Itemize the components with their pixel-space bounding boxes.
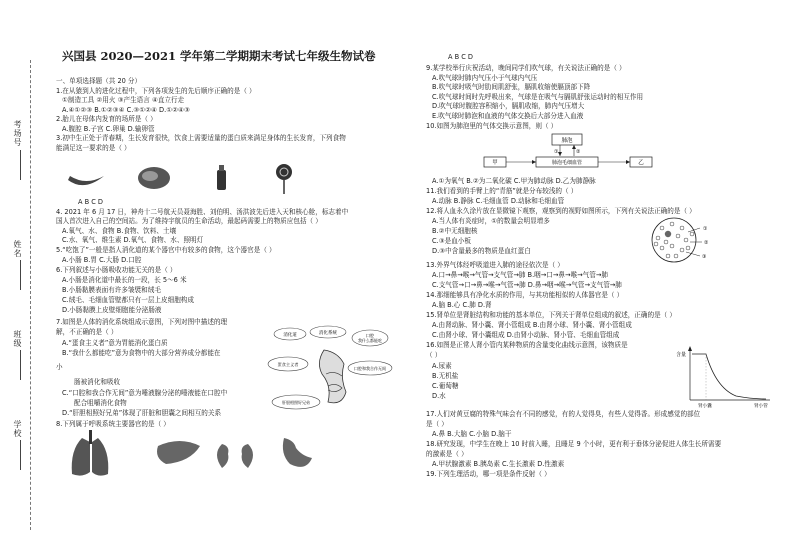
question-text-line: A.小肠是消化道中最长的一段，长 5～6 米 (62, 276, 187, 284)
bubble-text: 蛋食主义者 (277, 362, 299, 367)
question-text-line: B.“我什么都能吃”意为食物中的大部分营养成分都能在 (62, 349, 221, 357)
question-text-line: C.支气管→口→鼻→喉→气管→肺 D.鼻→咽→喉→气管→支气管→肺 (432, 281, 622, 289)
red-blood-cell (670, 222, 674, 226)
question-text-line: D.吹气球时腹腔容积缩小，膈肌收缩，肺内气压增大 (432, 102, 585, 110)
arrow-label-2: ② (576, 149, 581, 155)
q7-digestive-diagram (258, 322, 394, 420)
red-blood-cell (680, 226, 684, 230)
question-text-line: D.小肠黏膜上皮壁细胞能分泌肠液 (62, 306, 162, 314)
binding-label-school: 学校 (13, 420, 22, 438)
question-text-line: A.脑 B.心 C.肺 D.肾 (432, 301, 492, 309)
x-label-start: 肾小囊 (698, 404, 712, 409)
cell-label-3: ③ (702, 254, 707, 260)
concentration-curve (692, 354, 766, 399)
red-blood-cell (656, 236, 660, 240)
question-text-line: A.吹气球时肺内气压小于气球内气压 (432, 74, 538, 82)
binding-label-name: 姓名 (13, 240, 22, 258)
white-blood-cell (665, 231, 671, 237)
question-text-line: A.动脉 B.静脉 C.毛细血管 D.动脉和毛细血管 (432, 197, 565, 205)
x-label-end: 肾小管 (754, 404, 768, 409)
kidney-image (217, 444, 253, 468)
question-text-line: C.葡萄糖 (432, 382, 459, 390)
question-text-line: 14.那细能够具有净化水质的作用，与其功能相似的人体器官是（ ） (426, 291, 624, 299)
question-text-line: A.由肾动脉、肾小囊、肾小管组成 B.由肾小球、肾小囊、肾小管组成 (432, 321, 632, 329)
binding-blank-line (20, 350, 21, 380)
question-text-line: A B C D (448, 53, 474, 61)
binding-blank-line (20, 150, 21, 180)
question-text-line: 肠被消化和吸收 (74, 378, 121, 386)
question-text-line: A.尿素 (432, 362, 452, 370)
banana-image (68, 176, 104, 185)
red-blood-cell (686, 246, 690, 250)
question-text-line: 能满足这一要求的是（ ） (56, 144, 131, 152)
question-text-line: B.②中无细胞核 (432, 227, 478, 235)
digestive-organs-shape (319, 350, 346, 403)
question-text-line: 配合咀嚼消化食物 (74, 399, 127, 407)
arrow-label-1: ① (554, 149, 559, 155)
binding-label-exam-room: 考场号 (13, 120, 22, 147)
question-text-line: D.“肝胆相照好兄弟”体现了肝脏和胆囊之间相互的关系 (62, 409, 222, 417)
question-text-line: 5.“吃饱了”一般是指人消化道的某个器官中有较多的食物，这个器官是（ ） (56, 246, 276, 254)
red-blood-cell (670, 244, 674, 248)
question-text-line: 19.下列生理活动，哪一项是条件反射（ ） (426, 470, 551, 478)
question-text-line: 11.我们看到的手臂上的“青筋”就是分布较浅的（ ） (426, 187, 578, 195)
bubble-text: 我什么都能吃 (358, 338, 382, 343)
question-text-line: 解，不正确的是（ ） (56, 328, 118, 336)
cell-label-1: ① (703, 226, 708, 232)
binding-label-class: 班级 (13, 330, 22, 348)
question-text-line: C.“口腔和我合作无间”意为唾液腺分泌的唾液能在口腔中 (62, 389, 228, 397)
question-text-line: 8.下列属于呼吸系统主要器官的是（ ） (56, 420, 170, 428)
question-text-line: A.④①②③ B.①②③④ C.③①②④ D.①②④③ (62, 106, 190, 114)
question-text-line: 10.如图为肺泡里的气体交换示意图，则（ ） (426, 122, 558, 130)
question-text-line: 的激素是（ ） (426, 450, 468, 458)
question-text-line: 7.如图是人体的消化系统组成示意图，下列对图中描述的理 (56, 318, 228, 326)
binding-dashed-line (30, 60, 31, 530)
q8-organ-images (62, 428, 312, 484)
question-text-line: C.由肾小球、肾小囊组成 D.由肾小动脉、肾小管、毛细血管组成 (432, 331, 620, 339)
red-blood-cell (666, 254, 670, 258)
red-blood-cell (684, 238, 688, 242)
meat-image (138, 167, 170, 189)
q10-gas-exchange-diagram (480, 130, 660, 176)
question-text-line: A.鼻 B.大脑 C.小脑 D.脑干 (432, 430, 512, 438)
lollipop-image (276, 164, 292, 194)
red-blood-cell (680, 248, 684, 252)
question-text-line: C.绒毛、毛细血管壁都只有一层上皮细胞构成 (62, 296, 194, 304)
question-text-line: 4. 2021 年 6 月 17 日，神舟十二号航天员聂海胜、刘伯明、汤洪波先后进入天和核心舱，标志着中 (56, 208, 349, 216)
red-blood-cell (660, 226, 664, 230)
alveolus-label: 肺泡 (561, 138, 573, 144)
binding-blank-line (20, 440, 21, 470)
question-text-line: A B C D (78, 198, 104, 206)
vessel-label-left: 甲 (492, 160, 498, 166)
vessel-label-right: 乙 (638, 160, 644, 166)
question-text-line: A.口→鼻→喉→气管→支气管→肺 B.咽→口→鼻→喉→气管→肺 (432, 271, 608, 279)
red-blood-cell (690, 232, 694, 236)
y-axis-label: 含量 (676, 352, 687, 358)
q12-blood-smear-diagram (648, 214, 718, 264)
binding-blank-line (20, 260, 21, 290)
red-blood-cell (664, 240, 668, 244)
liver-image (157, 441, 200, 464)
stomach-image (283, 438, 312, 467)
question-text-line: 是（ ） (426, 420, 448, 428)
question-text-line: 17.人们对黄豆腐的特殊气味会有不同的感觉，有的人觉得臭，有些人觉得香。形成感觉的部位 (426, 410, 701, 418)
question-text-line: D.水 (432, 392, 446, 400)
question-text-line: 15.肾单位是肾脏结构和功能的基本单位，下列关于肾单位组成的叙述，正确的是（ ） (426, 311, 676, 319)
lung-image (72, 430, 109, 476)
question-text-line: B.无机盐 (432, 372, 459, 380)
question-text-line: 6.下列叙述与小肠吸收功能无关的是（ ） (56, 266, 177, 274)
question-text-line: C.吹气球时间时先呼吸出来，气球是在吸气与膈肌舒张运动时的相互作用 (432, 93, 644, 101)
question-text-line: 一、单项选择题（共 20 分） (56, 77, 142, 85)
question-text-line: （ ） (426, 351, 442, 359)
question-text-line: A.“蛋食主义者”意为胃能消化蛋白质 (62, 339, 168, 347)
question-text-line: 18.研究发现，中学生在晚上 10 时前入睡，且睡足 9 个小时，更有利于垂体分泌促进人体生长所需要 (426, 440, 722, 448)
binding-strip (0, 0, 44, 550)
question-text-line: ①制造工具 ②用火 ③产生语言 ④直立行走 (62, 96, 185, 104)
bubble-text: 口腔和我合作无间 (354, 366, 386, 371)
question-text-line: 国人首次进入自己的空间站。为了维持宇航员的生命活动，最起码需要上的物质应包括（ ） (56, 217, 322, 225)
red-blood-cell (660, 246, 664, 250)
bubble-text: 肝胆相照好兄弟 (282, 400, 310, 405)
question-text-line: A.①为氧气 B.②为二氧化碳 C.甲为肺动脉 D.乙为肺静脉 (432, 177, 596, 185)
question-text-line: B.小肠黏膜表面有许多皱襞和绒毛 (62, 286, 161, 294)
question-text-line: A.氧气、水、食物 B.食物、饮料、土壤 (62, 227, 177, 235)
red-blood-cell (674, 254, 678, 258)
question-text-line: D.③中含量最多的物质是血红蛋白 (432, 247, 531, 255)
bottle-image (217, 165, 226, 190)
question-text-line: 2.胎儿在母体内发育的场所是（ ） (56, 115, 157, 123)
question-text-line: C.③是血小板 (432, 237, 471, 245)
question-text-line: 9.某学校举行庆祝活动，晚间同学们吹气球，有关说法正确的是（ ） (426, 64, 626, 72)
question-text-line: C.水、氧气、维生素 D.氧气、食物、水、照明灯 (62, 236, 204, 244)
exam-title: 兴国县 2020—2021 学年第二学期期末考试七年级生物试卷 (62, 49, 376, 63)
question-text-line: A.当人体有炎症时，①的数量会明显增多 (432, 217, 550, 225)
question-text-line: 12.将人血永久涂片放在显微镜下观察，观察到的视野如图所示，下列有关说法正确的是（ ） (426, 207, 696, 215)
question-text-line: E.吹气球时肺泡和血液的气体交换后大部分进入血液 (432, 112, 584, 120)
question-text-line: 小 (56, 363, 63, 371)
question-text-line: A.小肠 B.胃 C.大肠 D.口腔 (62, 256, 142, 264)
question-text-line: 13.外界气体经呼吸道进入肺的途径依次是（ ） (426, 261, 564, 269)
question-text-line: B.吹气球时吸气时肋间肌舒张，膈肌收缩使膈顶部下降 (432, 83, 591, 91)
q16-curve-diagram (676, 344, 776, 410)
question-text-line: 1.在从猿到人的进化过程中，下列各项发生的先后顺序正确的是（ ） (56, 87, 256, 95)
bubble-text: 消化道 (283, 333, 297, 338)
bubble-text: 消化系统 (319, 331, 337, 336)
red-blood-cell (654, 242, 658, 246)
bubble-text: 口腔 (365, 333, 375, 338)
question-text-line: A.腹腔 B.子宫 C.卵巢 D.输卵管 (62, 125, 155, 133)
q3-food-images (56, 158, 346, 198)
red-blood-cell (676, 234, 680, 238)
cell-label-2: ② (704, 240, 709, 246)
capillary-label: 肺泡毛细血管 (551, 160, 583, 166)
question-text-line: 3.初中生正处于青春期，生长发育很快，饮食上需要适量的蛋白质来满足身体的生长发育，下列食物 (56, 134, 346, 142)
question-text-line: A.甲状腺激素 B.胰岛素 C.生长激素 D.性激素 (432, 460, 565, 468)
question-text-line: 16.如图是正常人肾小管内某种物质的含量变化曲线示意图，该物质是 (426, 341, 628, 349)
